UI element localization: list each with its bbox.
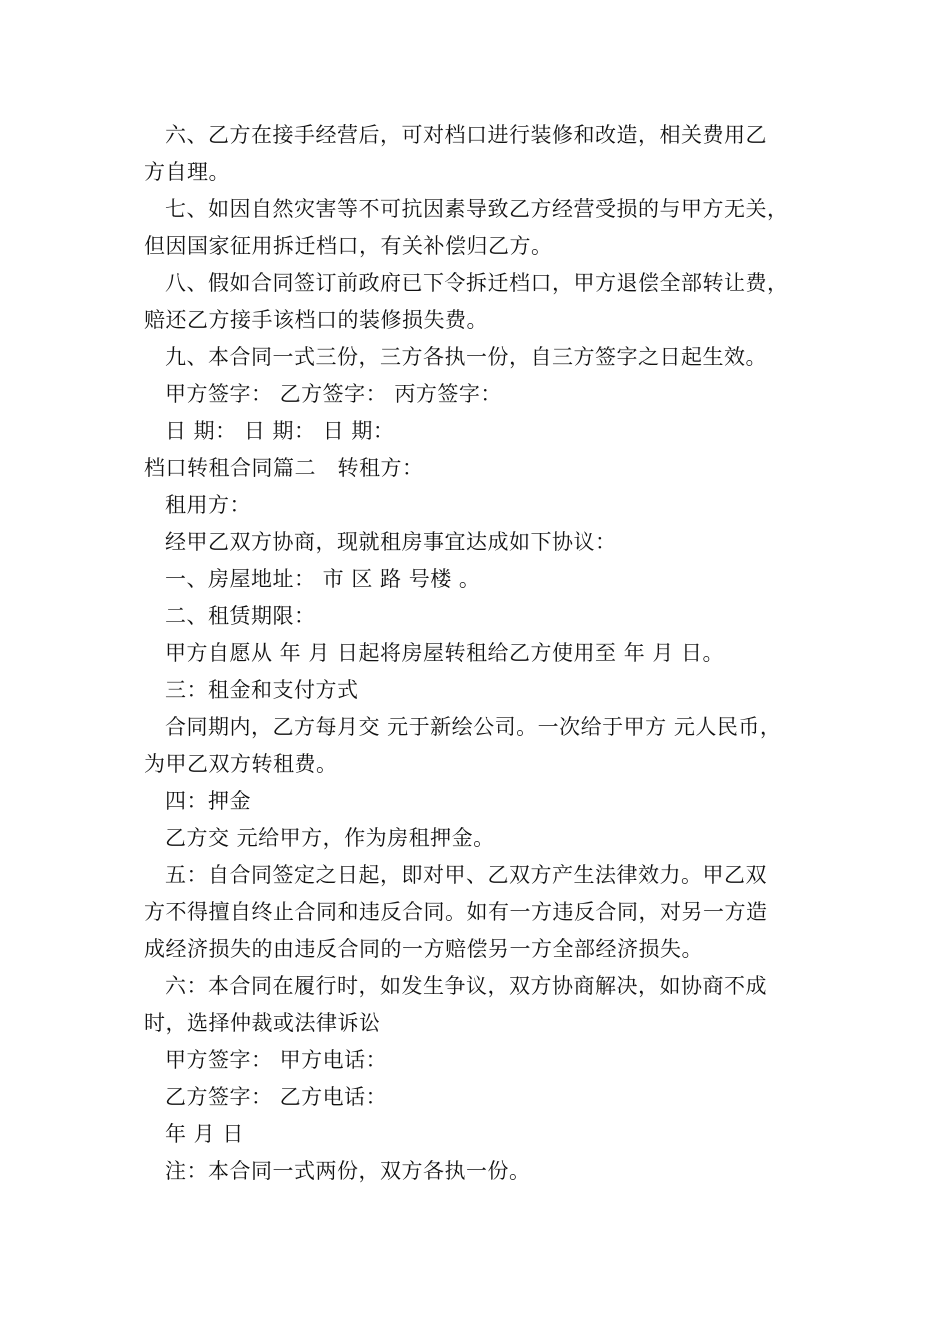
document-line: 方自理。 [144,160,230,184]
document-line: 注：本合同一式两份，双方各执一份。 [165,1159,531,1183]
document-line: 档口转租合同篇二 转租方： [144,456,424,480]
document-line: 五：自合同签定之日起，即对甲、乙双方产生法律效力。甲乙双 [165,863,767,887]
document-line: 一、房屋地址： 市 区 路 号楼 。 [165,567,481,591]
document-line: 三：租金和支付方式 [165,678,359,702]
document-line: 日 期： 日 期： 日 期： [165,419,395,443]
document-line: 甲方签字： 甲方电话： [165,1048,388,1072]
document-line: 方不得擅自终止合同和违反合同。如有一方违反合同，对另一方造 [144,900,768,924]
document-line: 八、假如合同签订前政府已下令拆迁档口，甲方退偿全部转让费， [165,271,789,295]
document-line: 甲方自愿从 年 月 日起将房屋转租给乙方使用至 年 月 日。 [165,641,725,665]
document-line: 乙方签字： 乙方电话： [165,1085,388,1109]
document-line: 成经济损失的由违反合同的一方赔偿另一方全部经济损失。 [144,937,703,961]
document-line: 赔还乙方接手该档口的装修损失费。 [144,308,488,332]
document-line: 甲方签字： 乙方签字： 丙方签字： [165,382,502,406]
document-line: 六、乙方在接手经营后，可对档口进行装修和改造，相关费用乙 [165,123,767,147]
document-line: 年 月 日 [165,1122,244,1146]
document-line: 合同期内，乙方每月交 元于新绘公司。一次给于甲方 元人民币， [165,715,782,739]
document-body [144,117,814,1190]
document-line: 但因国家征用拆迁档口，有关补偿归乙方。 [144,234,553,258]
document-line: 六：本合同在履行时，如发生争议，双方协商解决，如协商不成 [165,974,767,998]
document-line: 为甲乙双方转租费。 [144,752,338,776]
document-line: 二、租赁期限： [165,604,316,628]
document-line: 七、如因自然灾害等不可抗因素导致乙方经营受损的与甲方无关， [165,197,789,221]
document-line: 乙方交 元给甲方，作为房租押金。 [165,826,495,850]
document-line: 九、本合同一式三份，三方各执一份，自三方签字之日起生效。 [165,345,767,369]
document-line: 时，选择仲裁或法律诉讼 [144,1011,381,1035]
document-line: 四：押金 [165,789,251,813]
document-line: 租用方： [165,493,251,517]
document-line: 经甲乙双方协商，现就租房事宜达成如下协议： [165,530,617,554]
